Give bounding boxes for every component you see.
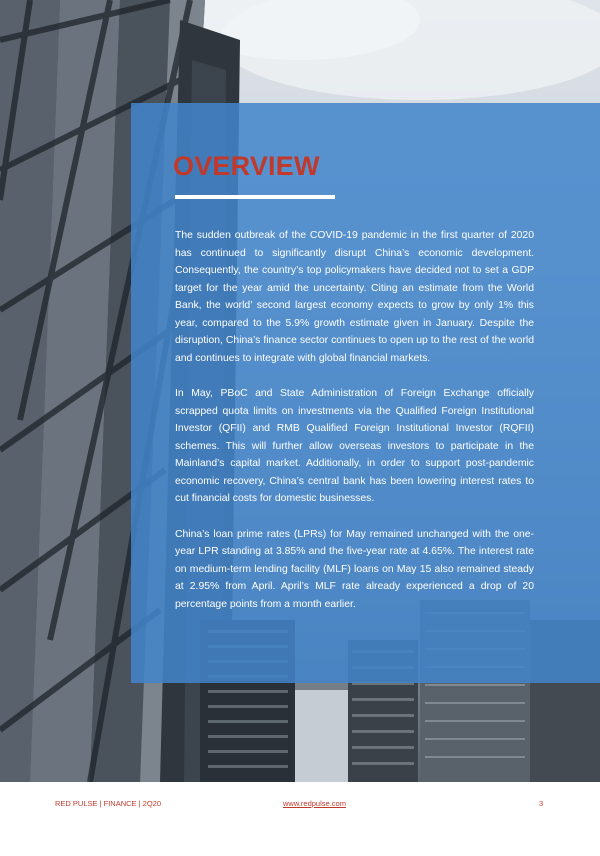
footer-publication: RED PULSE | FINANCE | 2Q20: [55, 799, 162, 808]
page-footer: [0, 782, 600, 856]
footer-website-link[interactable]: www.redpulse.com: [283, 799, 346, 808]
paragraph-3: China’s loan prime rates (LPRs) for May remained unchanged with the one-year LPR standing at 3.85% and the five-year rate at 4.65%. The interest rate on medium-term lending facility (MLF) loans on May 15 also remained steady at 2.95% from April. April’s MLF rate already experienced a drop of 20 percentage points from a month earlier.: [175, 528, 534, 610]
page-title: OVERVIEW: [173, 151, 320, 181]
paragraph-1: The sudden outbreak of the COVID-19 pandemic in the first quarter of 2020 has continued to significantly disrupt China’s economic development. Consequently, the country’s top policymakers have decided not to set a GDP target for the year amid the uncertainty. Citing an estimate from the World Bank, the world’ second largest economy expects to grow by only 1% this year, compared to the 5.9% growth estimate given in January. Despite the disruption, China’s finance sector continues to open up to the rest of the world and continues to integrate with global financial markets.: [175, 230, 534, 364]
title-underline: [175, 195, 335, 199]
paragraph-2: In May, PBoC and State Administration of Foreign Exchange officially scrapped quota limits on investments via the Qualified Foreign Institutional Investor (QFII) and RMB Qualified Foreign Institutional Investor (RQFII) schemes. This will further allow overseas investors to participate in the Mainland’s capital market. Additionally, in order to support post-pandemic economic recovery, China’s central bank has been lowering interest rates to cut financial costs for domestic businesses.: [175, 388, 534, 504]
overview-body: [175, 227, 534, 631]
page-number: 3: [539, 799, 544, 808]
overview-panel: [131, 103, 600, 683]
